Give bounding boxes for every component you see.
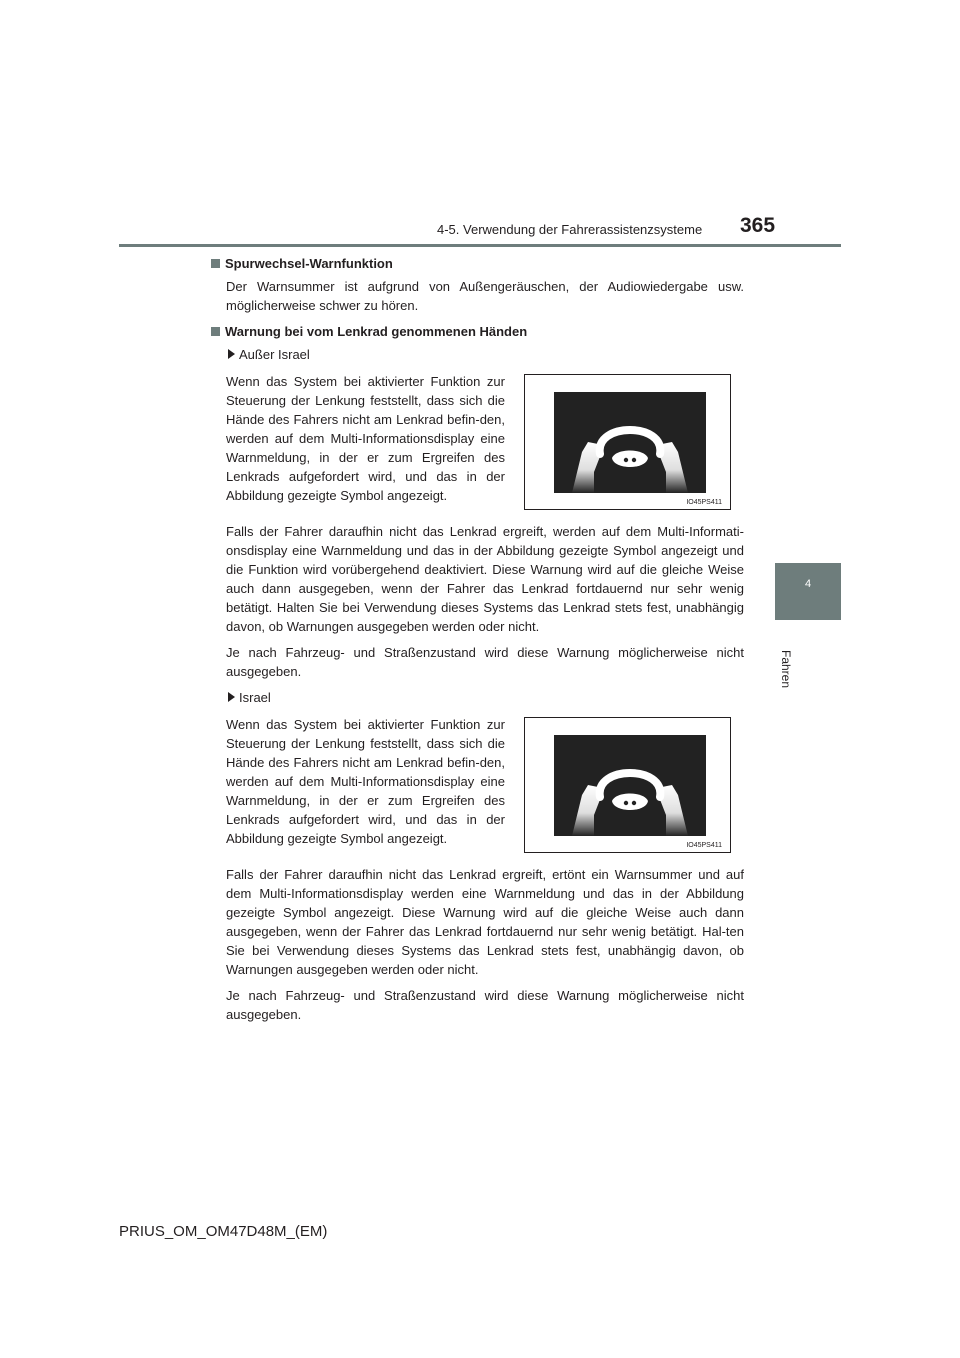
page-content bbox=[211, 254, 744, 1031]
section-heading-lane-change bbox=[211, 254, 744, 273]
section-heading-text: Spurwechsel-Warnfunktion bbox=[225, 256, 393, 271]
display-screen bbox=[554, 392, 706, 493]
steering-wheel-hands-icon bbox=[554, 392, 706, 493]
square-bullet-icon bbox=[211, 327, 220, 336]
paragraph-israel-1: Falls der Fahrer daraufhin nicht das Lenkrad ergreift, ertönt ein Warnsummer und auf dem Multi-Informationsdisplay werden eine Warnmeldung und das in der Abbildung gezeigte Symbol angezeigt. Diese Warnung wird auf die gleiche Weise auch dann ausgegeben, wenn der Fahrer das Lenkrad fortdauernd nur sehr wenig betätigt. Hal-ten Sie bei Verwendung dieses Systems das Lenkrad stets fest, unabhängig davon, ob Warnungen ausgegeben werden oder nicht. bbox=[226, 867, 744, 977]
figure-box bbox=[524, 717, 731, 853]
square-bullet-icon bbox=[211, 259, 220, 268]
subheading-text: Außer Israel bbox=[239, 347, 310, 362]
figure-code: IO45PS411 bbox=[686, 499, 722, 506]
display-screen bbox=[554, 735, 706, 836]
header-rule bbox=[119, 244, 841, 247]
figure-box bbox=[524, 374, 731, 510]
subheading-text: Israel bbox=[239, 690, 271, 705]
page-number: 365 bbox=[740, 214, 776, 237]
paragraph-except-israel-2: Je nach Fahrzeug- und Straßenzustand wird diese Warnung möglicherweise nicht ausgegeben. bbox=[226, 645, 744, 679]
paragraph-except-israel-1: Falls der Fahrer daraufhin nicht das Lenkrad ergreift, werden auf dem Multi-Informati-onsdisplay eine Warnmeldung und das in der Abbildung gezeigte Symbol angezeigt und die Funktion wird vorübergehend deaktiviert. Diese Warnung wird auf die gleiche Weise auch dann ausgegeben, wenn der Fahrer das Lenkrad fortdauernd nur sehr wenig betätigt. Halten Sie bei Verwendung dieses Systems das Lenkrad stets fest, unabhängig davon, ob Warnungen ausgegeben werden oder nicht. bbox=[226, 524, 744, 634]
subheading-except-israel bbox=[228, 345, 744, 364]
footer-doc-code: PRIUS_OM_OM47D48M_(EM) bbox=[119, 1223, 328, 1240]
section-heading-text: Warnung bei vom Lenkrad genommenen Händen bbox=[225, 324, 528, 339]
paragraph-lane-change: Der Warnsummer ist aufgrund von Außengeräuschen, der Audiowiedergabe usw. möglicherweise schwer zu hören. bbox=[226, 279, 744, 313]
figure-code: IO45PS411 bbox=[686, 842, 722, 849]
paragraph-israel-2: Je nach Fahrzeug- und Straßenzustand wird diese Warnung möglicherweise nicht ausgegeben. bbox=[226, 988, 744, 1022]
chapter-tab bbox=[775, 563, 841, 620]
triangle-bullet-icon bbox=[228, 692, 235, 702]
triangle-bullet-icon bbox=[228, 349, 235, 359]
chapter-label: Fahren bbox=[779, 650, 793, 689]
steering-wheel-hands-icon bbox=[554, 735, 706, 836]
figure-description: Wenn das System bei aktivierter Funktion zur Steuerung der Lenkung feststellt, dass sich die Hände des Fahrers nicht am Lenkrad befin-den, werden auf dem Multi-Informationsdisplay eine Warnmeldung, in der er zum Ergreifen des Lenkrads aufgefordert wird, und das in der Abbildung gezeigte Symbol angezeigt. bbox=[226, 717, 505, 846]
chapter-number: 4 bbox=[804, 578, 812, 590]
section-heading-hands-off bbox=[211, 322, 744, 341]
figure-row-except-israel bbox=[211, 372, 744, 512]
header-section-title: 4-5. Verwendung der Fahrerassistenzsysteme bbox=[437, 222, 703, 237]
figure-description: Wenn das System bei aktivierter Funktion zur Steuerung der Lenkung feststellt, dass sich die Hände des Fahrers nicht am Lenkrad befin-den, werden auf dem Multi-Informationsdisplay eine Warnmeldung, in der er zum Ergreifen des Lenkrads aufgefordert wird, und das in der Abbildung gezeigte Symbol angezeigt. bbox=[226, 374, 505, 503]
figure-row-israel bbox=[211, 715, 744, 855]
subheading-israel bbox=[228, 688, 744, 707]
